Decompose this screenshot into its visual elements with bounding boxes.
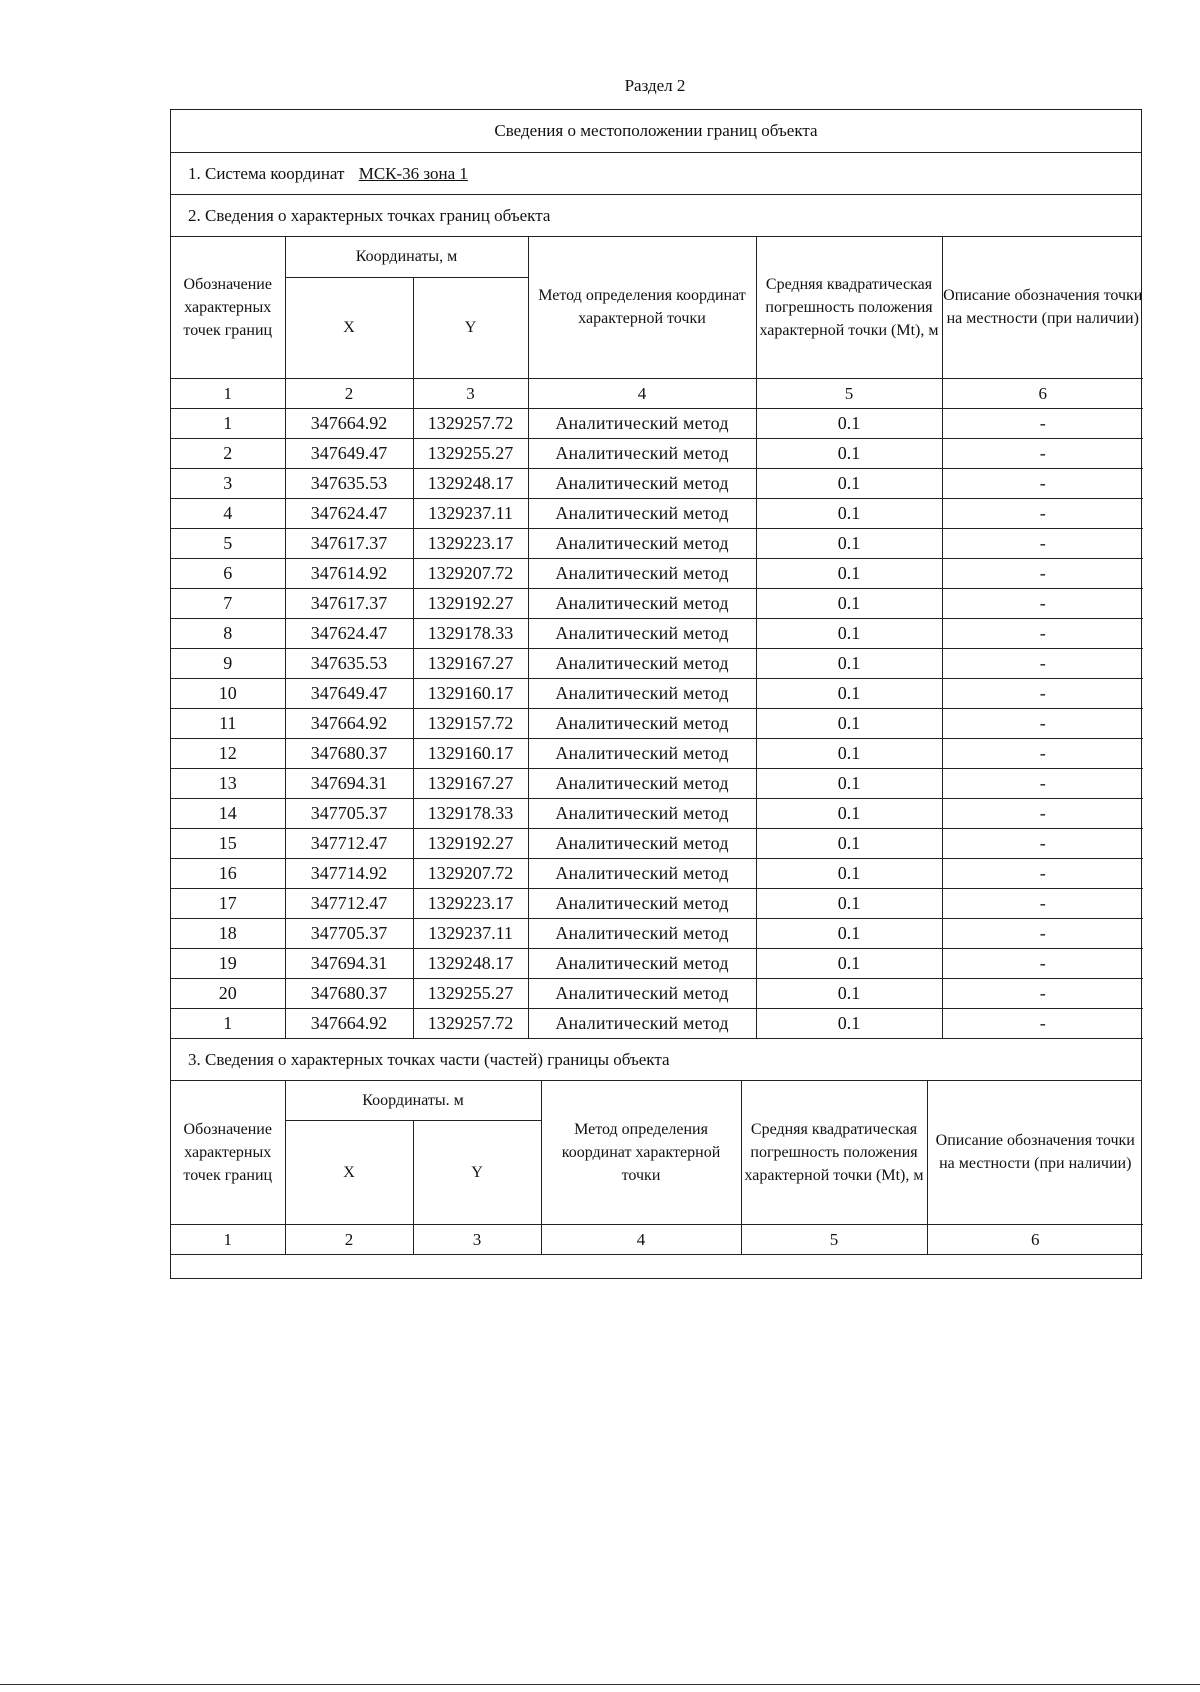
coord-x-cell: 347705.37 [285,798,413,828]
method-cell: Аналитический метод [528,648,756,678]
coord-x-cell: 347680.37 [285,978,413,1008]
coord-x-cell: 347664.92 [285,1008,413,1038]
point-number-cell: 7 [171,588,285,618]
method-cell: Аналитический метод [528,948,756,978]
col-number: 3 [413,378,528,408]
page-heading: Сведения о местоположении границ объекта [171,110,1141,153]
header-method: Метод определения координат характерной точки [541,1081,741,1225]
coord-x-cell: 347635.53 [285,648,413,678]
header-y: Y [413,277,528,378]
description-cell: - [942,648,1143,678]
mt-error-cell: 0.1 [756,438,942,468]
column-numbers-row [171,378,1143,408]
mt-error-cell: 0.1 [756,558,942,588]
coord-y-cell: 1329257.72 [413,1008,528,1038]
method-cell: Аналитический метод [528,438,756,468]
header-coordinates: Координаты, м [285,237,528,277]
mt-error-cell: 0.1 [756,798,942,828]
table-row [171,648,1143,678]
header-coordinates: Координаты. м [285,1081,541,1121]
col-number: 5 [741,1225,927,1255]
point-number-cell: 10 [171,678,285,708]
table-row [171,708,1143,738]
mt-error-cell: 0.1 [756,678,942,708]
description-cell: - [942,468,1143,498]
table-row [171,588,1143,618]
table-row [171,858,1143,888]
coord-x-cell: 347649.47 [285,438,413,468]
coord-y-cell: 1329160.17 [413,678,528,708]
table-row [171,498,1143,528]
mt-error-cell: 0.1 [756,618,942,648]
header-method: Метод определения координат характерной точки [528,237,756,378]
mt-error-cell: 0.1 [756,858,942,888]
coord-x-cell: 347617.37 [285,528,413,558]
col-number: 4 [528,378,756,408]
mt-error-cell: 0.1 [756,648,942,678]
method-cell: Аналитический метод [528,798,756,828]
coord-x-cell: 347705.37 [285,918,413,948]
description-cell: - [942,918,1143,948]
coord-x-cell: 347694.31 [285,948,413,978]
page-bottom-rule [0,1684,1200,1685]
coord-y-cell: 1329178.33 [413,798,528,828]
point-number-cell: 5 [171,528,285,558]
header-error: Средняя квадратическая погрешность положения характерной точки (Mt), м [741,1081,927,1225]
point-number-cell: 9 [171,648,285,678]
coord-y-cell: 1329178.33 [413,618,528,648]
header-x: X [285,277,413,378]
description-cell: - [942,828,1143,858]
mt-error-cell: 0.1 [756,828,942,858]
coord-y-cell: 1329248.17 [413,948,528,978]
coord-y-cell: 1329192.27 [413,588,528,618]
method-cell: Аналитический метод [528,408,756,438]
mt-error-cell: 0.1 [756,888,942,918]
method-cell: Аналитический метод [528,828,756,858]
mt-error-cell: 0.1 [756,768,942,798]
method-cell: Аналитический метод [528,978,756,1008]
method-cell: Аналитический метод [528,498,756,528]
description-cell: - [942,1008,1143,1038]
table-row [171,768,1143,798]
point-number-cell: 4 [171,498,285,528]
coord-x-cell: 347624.47 [285,498,413,528]
coord-x-cell: 347664.92 [285,708,413,738]
description-cell: - [942,708,1143,738]
mt-error-cell: 0.1 [756,948,942,978]
coord-x-cell: 347617.37 [285,588,413,618]
coord-system-row [171,153,1141,195]
table-row [171,1008,1143,1038]
point-number-cell: 8 [171,618,285,648]
method-cell: Аналитический метод [528,618,756,648]
coord-y-cell: 1329160.17 [413,738,528,768]
table-row [171,408,1143,438]
coord-x-cell: 347664.92 [285,408,413,438]
empty-row [171,1255,1143,1280]
table-row [171,738,1143,768]
description-cell: - [942,948,1143,978]
point-number-cell: 1 [171,1008,285,1038]
col-number: 2 [285,1225,413,1255]
point-number-cell: 14 [171,798,285,828]
coord-y-cell: 1329207.72 [413,558,528,588]
header-designation: Обозначение характерных точек границ [171,237,285,378]
coord-x-cell: 347680.37 [285,738,413,768]
table-row [171,918,1143,948]
description-cell: - [942,558,1143,588]
coord-y-cell: 1329207.72 [413,858,528,888]
table-row [171,618,1143,648]
mt-error-cell: 0.1 [756,1008,942,1038]
table-row [171,438,1143,468]
description-cell: - [942,588,1143,618]
header-description: Описание обозначения точки на местности (при наличии) [927,1081,1143,1225]
method-cell: Аналитический метод [528,768,756,798]
coord-y-cell: 1329257.72 [413,408,528,438]
table-row [171,558,1143,588]
description-cell: - [942,768,1143,798]
description-cell: - [942,978,1143,1008]
method-cell: Аналитический метод [528,528,756,558]
point-number-cell: 20 [171,978,285,1008]
coord-y-cell: 1329167.27 [413,768,528,798]
table-row [171,528,1143,558]
col-number: 2 [285,378,413,408]
method-cell: Аналитический метод [528,678,756,708]
mt-error-cell: 0.1 [756,588,942,618]
method-cell: Аналитический метод [528,468,756,498]
coord-x-cell: 347649.47 [285,678,413,708]
description-cell: - [942,528,1143,558]
mt-error-cell: 0.1 [756,918,942,948]
header-description: Описание обозначения точки на местности (при наличии) [942,237,1143,378]
col-number: 5 [756,378,942,408]
coord-y-cell: 1329223.17 [413,528,528,558]
point-number-cell: 13 [171,768,285,798]
table-row [171,678,1143,708]
description-cell: - [942,678,1143,708]
column-numbers-row [171,1225,1143,1255]
mt-error-cell: 0.1 [756,498,942,528]
point-number-cell: 18 [171,918,285,948]
coord-y-cell: 1329237.11 [413,498,528,528]
table-row [171,828,1143,858]
point-number-cell: 12 [171,738,285,768]
boundary-info-frame [170,109,1142,1279]
col-number: 1 [171,378,285,408]
description-cell: - [942,798,1143,828]
point-number-cell: 16 [171,858,285,888]
coord-x-cell: 347624.47 [285,618,413,648]
coord-y-cell: 1329248.17 [413,468,528,498]
header-error: Средняя квадратическая погрешность положения характерной точки (Mt), м [756,237,942,378]
points-section-title: 2. Сведения о характерных точках границ объекта [171,195,1141,237]
table-row [171,468,1143,498]
mt-error-cell: 0.1 [756,528,942,558]
description-cell: - [942,438,1143,468]
point-number-cell: 19 [171,948,285,978]
point-number-cell: 17 [171,888,285,918]
coord-y-cell: 1329167.27 [413,648,528,678]
method-cell: Аналитический метод [528,708,756,738]
parts-section-title: 3. Сведения о характерных точках части (частей) границы объекта [171,1039,1141,1081]
description-cell: - [942,858,1143,888]
method-cell: Аналитический метод [528,588,756,618]
table-row [171,798,1143,828]
coord-y-cell: 1329255.27 [413,978,528,1008]
coord-x-cell: 347635.53 [285,468,413,498]
mt-error-cell: 0.1 [756,738,942,768]
mt-error-cell: 0.1 [756,708,942,738]
description-cell: - [942,888,1143,918]
mt-error-cell: 0.1 [756,468,942,498]
coord-y-cell: 1329223.17 [413,888,528,918]
description-cell: - [942,498,1143,528]
table-row [171,948,1143,978]
mt-error-cell: 0.1 [756,408,942,438]
method-cell: Аналитический метод [528,558,756,588]
col-number: 6 [927,1225,1143,1255]
mt-error-cell: 0.1 [756,978,942,1008]
point-number-cell: 2 [171,438,285,468]
header-y: Y [413,1121,541,1225]
col-number: 3 [413,1225,541,1255]
point-number-cell: 15 [171,828,285,858]
coord-y-cell: 1329192.27 [413,828,528,858]
description-cell: - [942,738,1143,768]
table-row [171,888,1143,918]
coord-x-cell: 347712.47 [285,888,413,918]
coord-y-cell: 1329255.27 [413,438,528,468]
parts-table [171,1081,1143,1280]
method-cell: Аналитический метод [528,888,756,918]
coord-y-cell: 1329237.11 [413,918,528,948]
coord-x-cell: 347712.47 [285,828,413,858]
method-cell: Аналитический метод [528,918,756,948]
point-number-cell: 3 [171,468,285,498]
header-designation: Обозначение характерных точек границ [171,1081,285,1225]
coord-x-cell: 347694.31 [285,768,413,798]
method-cell: Аналитический метод [528,738,756,768]
coord-system-value: МСК-36 зона 1 [358,164,468,183]
section-title: Раздел 2 [624,76,686,95]
coord-x-cell: 347714.92 [285,858,413,888]
method-cell: Аналитический метод [528,858,756,888]
coord-system-label: 1. Система координат [188,164,345,183]
coord-y-cell: 1329157.72 [413,708,528,738]
col-number: 6 [942,378,1143,408]
point-number-cell: 6 [171,558,285,588]
header-x: X [285,1121,413,1225]
col-number: 4 [541,1225,741,1255]
description-cell: - [942,618,1143,648]
coord-x-cell: 347614.92 [285,558,413,588]
point-number-cell: 11 [171,708,285,738]
table-row [171,978,1143,1008]
method-cell: Аналитический метод [528,1008,756,1038]
col-number: 1 [171,1225,285,1255]
description-cell: - [942,408,1143,438]
points-table [171,237,1143,1039]
point-number-cell: 1 [171,408,285,438]
